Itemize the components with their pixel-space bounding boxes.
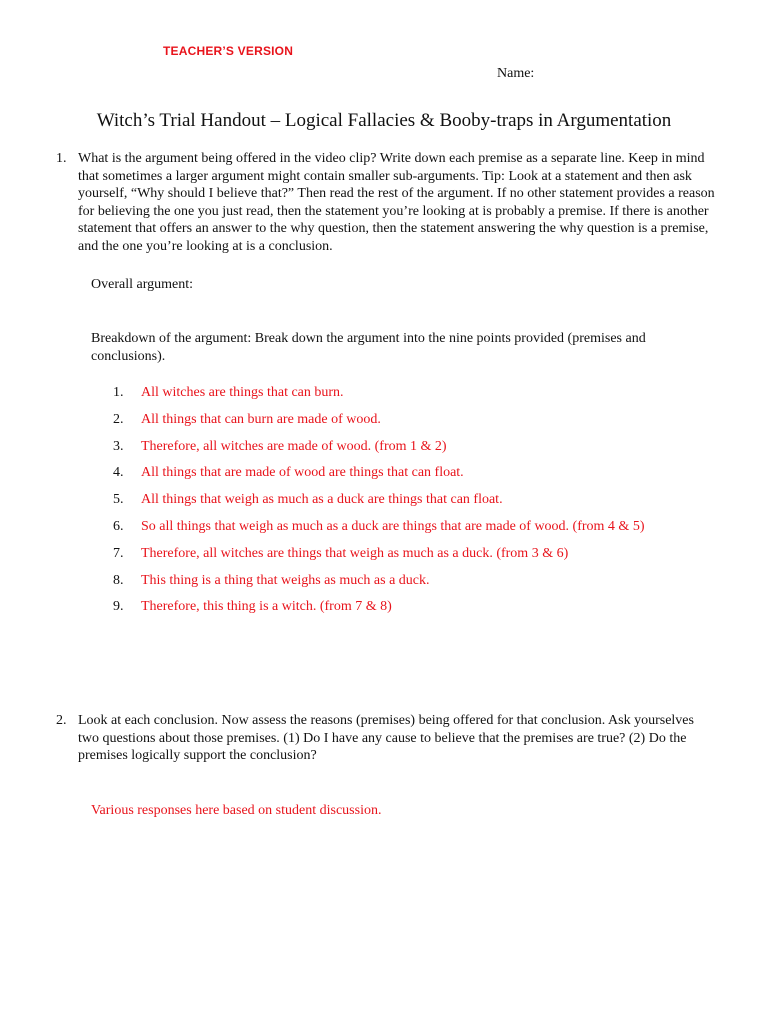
list-item (113, 598, 645, 625)
question-2-text: Look at each conclusion. Now assess the reasons (premises) being offered for that conclusion. Ask yourselves two questions about those premises. (1) Do I have any cause to believe that the premises are true? (2) Do the premises logically support the conclusion? (78, 713, 694, 764)
premise-number: 5. (113, 492, 124, 508)
premise-text: Therefore, all witches are made of wood. (from 1 & 2) (141, 438, 447, 454)
list-item (113, 438, 645, 465)
list-item (113, 464, 645, 491)
question-1-number: 1. (56, 151, 67, 166)
question-1-text: What is the argument being offered in the video clip? Write down each premise as a separate line. Keep in mind that sometimes a larger argument might contain smaller sub-arguments. Tip: Look at a statement and then ask yourself, “Why should I believe that?” Then read the rest of the argument. If no other statement provides a reason for believing the one you just read, then the statement you’re looking at is probably a premise. If there is another statement that offers an answer to the why question, then the statement answering the why question is a premise, and the one you’re looking at is a conclusion. (78, 151, 715, 254)
question-2 (56, 712, 716, 765)
teacher-response: Various responses here based on student discussion. (91, 803, 382, 818)
premise-number: 9. (113, 599, 124, 615)
page-title: Witch’s Trial Handout – Logical Fallacies & Booby-traps in Argumentation (96, 110, 672, 131)
breakdown-instructions: Breakdown of the argument: Break down the argument into the nine points provided (premises and conclusions). (91, 331, 646, 364)
premise-text: All things that are made of wood are things that can float. (141, 465, 464, 481)
list-item (113, 384, 645, 411)
list-item (113, 545, 645, 572)
list-item (113, 518, 645, 545)
premise-text: All things that can burn are made of wood. (141, 411, 381, 427)
premise-number: 8. (113, 572, 124, 588)
list-item (113, 411, 645, 438)
premise-number: 6. (113, 518, 124, 534)
premise-text: Therefore, this thing is a witch. (from 7 & 8) (141, 599, 392, 615)
list-item (113, 491, 645, 518)
question-1 (56, 150, 716, 256)
list-item (113, 572, 645, 599)
teacher-version-label: TEACHER’S VERSION (163, 44, 294, 58)
premise-number: 4. (113, 465, 124, 481)
question-2-number: 2. (56, 713, 67, 728)
name-label: Name: (497, 66, 535, 81)
premise-number: 2. (113, 411, 124, 427)
premise-text: All things that weigh as much as a duck are things that can float. (141, 492, 503, 508)
premise-text: All witches are things that can burn. (141, 385, 344, 400)
overall-argument-label: Overall argument: (91, 277, 193, 292)
premise-number: 1. (113, 385, 124, 400)
premise-list (113, 384, 645, 625)
premise-number: 7. (113, 545, 124, 561)
premise-text: This thing is a thing that weighs as much as a duck. (141, 572, 430, 588)
premise-number: 3. (113, 438, 124, 454)
premise-text: So all things that weigh as much as a duck are things that are made of wood. (from 4 & 5) (141, 518, 645, 534)
premise-text: Therefore, all witches are things that weigh as much as a duck. (from 3 & 6) (141, 545, 569, 561)
